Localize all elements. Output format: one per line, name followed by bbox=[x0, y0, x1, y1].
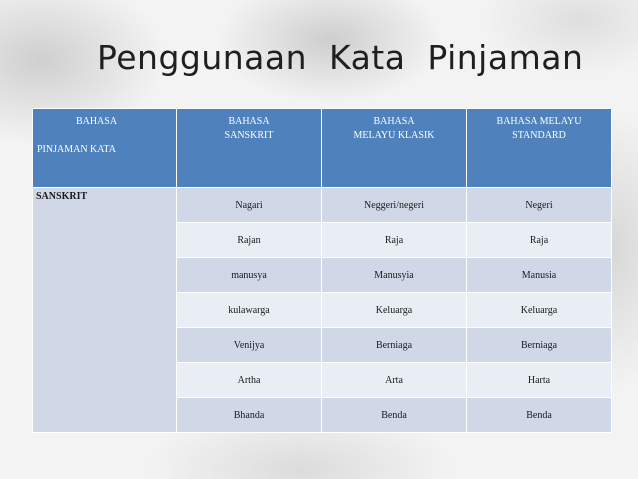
table-header-row bbox=[33, 109, 612, 188]
sanskrit-word: Nagari bbox=[177, 188, 322, 223]
standard-malay-word: Berniaga bbox=[467, 328, 612, 363]
classical-malay-word: Raja bbox=[322, 223, 467, 258]
sanskrit-word: Rajan bbox=[177, 223, 322, 258]
table-row bbox=[33, 188, 612, 223]
header-bahasa-pinjaman-kata: BAHASA PINJAMAN KATA bbox=[33, 109, 177, 188]
header-bahasa-melayu-klasik: BAHASA MELAYU KLASIK bbox=[322, 109, 467, 188]
classical-malay-word: Manusyia bbox=[322, 258, 467, 293]
standard-malay-word: Benda bbox=[467, 398, 612, 433]
sanskrit-word: manusya bbox=[177, 258, 322, 293]
sanskrit-word: Bhanda bbox=[177, 398, 322, 433]
classical-malay-word: Keluarga bbox=[322, 293, 467, 328]
classical-malay-word: Arta bbox=[322, 363, 467, 398]
header-bahasa-melayu-standard: BAHASA MELAYU STANDARD bbox=[467, 109, 612, 188]
slide-title: Penggunaan Kata Pinjaman bbox=[97, 38, 584, 77]
sanskrit-word: Artha bbox=[177, 363, 322, 398]
loanword-table bbox=[32, 108, 612, 433]
standard-malay-word: Manusia bbox=[467, 258, 612, 293]
sanskrit-word: Venijya bbox=[177, 328, 322, 363]
classical-malay-word: Benda bbox=[322, 398, 467, 433]
sanskrit-word: kulawarga bbox=[177, 293, 322, 328]
standard-malay-word: Keluarga bbox=[467, 293, 612, 328]
standard-malay-word: Raja bbox=[467, 223, 612, 258]
classical-malay-word: Neggeri/negeri bbox=[322, 188, 467, 223]
header-bahasa-sanskrit: BAHASA SANSKRIT bbox=[177, 109, 322, 188]
standard-malay-word: Harta bbox=[467, 363, 612, 398]
language-cell: SANSKRIT bbox=[33, 188, 177, 433]
standard-malay-word: Negeri bbox=[467, 188, 612, 223]
classical-malay-word: Berniaga bbox=[322, 328, 467, 363]
